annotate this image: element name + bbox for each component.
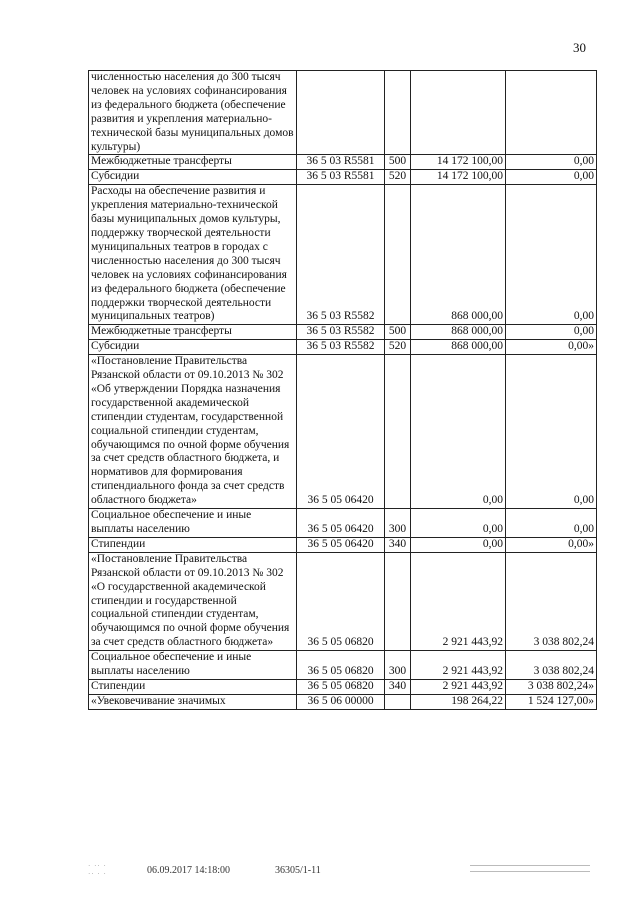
row-sum-year1-cell: 2 921 443,92 [411,552,506,650]
row-expense-type-cell: 300 [385,651,411,680]
scan-stamp-mark: · ·· · ·· · · [88,862,107,878]
table-row [89,170,597,185]
row-sum-year1-cell: 868 000,00 [411,340,506,355]
row-code-cell: 36 5 05 06820 [297,651,385,680]
row-code-cell: 36 5 05 06420 [297,509,385,538]
row-name-cell: Стипендии [89,537,297,552]
row-sum-year1-cell: 0,00 [411,537,506,552]
row-sum-year2-cell [506,71,597,155]
row-name-cell: Расходы на обеспечение развития и укрепления материально-технической базы муниципальных домов культуры, поддержку творческой деятельности муниципальных театров в городах с численностью населения до 300 тысяч человек на условиях софинансирования из федерального бюджета (обеспечение поддержки творческой деятельности муниципальных театров) [89,185,297,325]
row-sum-year2-cell: 3 038 802,24 [506,651,597,680]
row-expense-type-cell [385,71,411,155]
row-expense-type-cell: 520 [385,170,411,185]
row-expense-type-cell [385,355,411,509]
row-sum-year2-cell: 0,00 [506,509,597,538]
budget-table [88,70,597,710]
row-sum-year1-cell: 0,00 [411,355,506,509]
row-name-cell: Социальное обеспечение и иные выплаты населению [89,509,297,538]
row-expense-type-cell [385,552,411,650]
row-code-cell: 36 5 03 R5582 [297,325,385,340]
row-sum-year2-cell: 0,00» [506,340,597,355]
row-name-cell: «Постановление Правительства Рязанской области от 09.10.2013 № 302 «О государственной академической стипендии и государственной социальной стипендии студентам, обучающимся по очной форме обучения за счет средств областного бюджета» [89,552,297,650]
row-code-cell: 36 5 06 00000 [297,694,385,709]
row-sum-year2-cell: 3 038 802,24» [506,679,597,694]
row-code-cell: 36 5 03 R5582 [297,340,385,355]
footer-datetime: 06.09.2017 14:18:00 [147,865,231,876]
row-sum-year1-cell [411,71,506,155]
row-sum-year2-cell: 0,00 [506,325,597,340]
row-sum-year1-cell: 868 000,00 [411,185,506,325]
table-row [89,537,597,552]
budget-table-body [89,71,597,710]
table-row [89,679,597,694]
row-expense-type-cell: 520 [385,340,411,355]
row-sum-year2-cell: 0,00 [506,185,597,325]
scan-stamp-mark-right [470,860,590,882]
row-code-cell: 36 5 03 R5581 [297,155,385,170]
footer-doc-number: 36305/1-11 [275,865,321,876]
table-row [89,694,597,709]
table-row [89,185,597,325]
row-sum-year1-cell: 14 172 100,00 [411,155,506,170]
row-expense-type-cell: 340 [385,537,411,552]
row-sum-year2-cell: 3 038 802,24 [506,552,597,650]
row-sum-year1-cell: 2 921 443,92 [411,679,506,694]
table-row [89,71,597,155]
row-name-cell: Стипендии [89,679,297,694]
table-row [89,325,597,340]
row-expense-type-cell: 340 [385,679,411,694]
table-row [89,155,597,170]
row-name-cell: Социальное обеспечение и иные выплаты населению [89,651,297,680]
row-name-cell: численностью населения до 300 тысяч человек на условиях софинансирования из федерального бюджета (обеспечение развития и укрепления материально-технической базы муниципальных домов культуры) [89,71,297,155]
row-sum-year1-cell: 0,00 [411,509,506,538]
row-name-cell: «Увековечивание значимых [89,694,297,709]
row-code-cell: 36 5 03 R5582 [297,185,385,325]
row-name-cell: Межбюджетные трансферты [89,325,297,340]
row-sum-year2-cell: 0,00 [506,170,597,185]
row-sum-year2-cell: 0,00 [506,355,597,509]
row-sum-year1-cell: 198 264,22 [411,694,506,709]
row-sum-year1-cell: 14 172 100,00 [411,170,506,185]
row-expense-type-cell: 500 [385,325,411,340]
table-row [89,340,597,355]
row-code-cell: 36 5 05 06420 [297,355,385,509]
table-row [89,651,597,680]
row-expense-type-cell [385,185,411,325]
row-name-cell: «Постановление Правительства Рязанской области от 09.10.2013 № 302 «Об утверждении Порядка назначения государственной академической стипендии студентам, государственной социальной стипендии студентам, обучающимся по очной форме обучения за счет средств областного бюджета, и нормативов для формирования стипендиального фонда за счет средств областного бюджета» [89,355,297,509]
row-sum-year1-cell: 868 000,00 [411,325,506,340]
row-sum-year2-cell: 1 524 127,00» [506,694,597,709]
row-code-cell [297,71,385,155]
row-code-cell: 36 5 05 06820 [297,552,385,650]
table-row [89,509,597,538]
row-name-cell: Субсидии [89,170,297,185]
row-expense-type-cell: 500 [385,155,411,170]
page-number: 30 [573,40,586,55]
row-code-cell: 36 5 05 06820 [297,679,385,694]
row-expense-type-cell: 300 [385,509,411,538]
row-sum-year2-cell: 0,00» [506,537,597,552]
table-row [89,355,597,509]
row-code-cell: 36 5 05 06420 [297,537,385,552]
row-name-cell: Межбюджетные трансферты [89,155,297,170]
row-sum-year1-cell: 2 921 443,92 [411,651,506,680]
row-expense-type-cell [385,694,411,709]
row-name-cell: Субсидии [89,340,297,355]
row-sum-year2-cell: 0,00 [506,155,597,170]
table-row [89,552,597,650]
row-code-cell: 36 5 03 R5581 [297,170,385,185]
